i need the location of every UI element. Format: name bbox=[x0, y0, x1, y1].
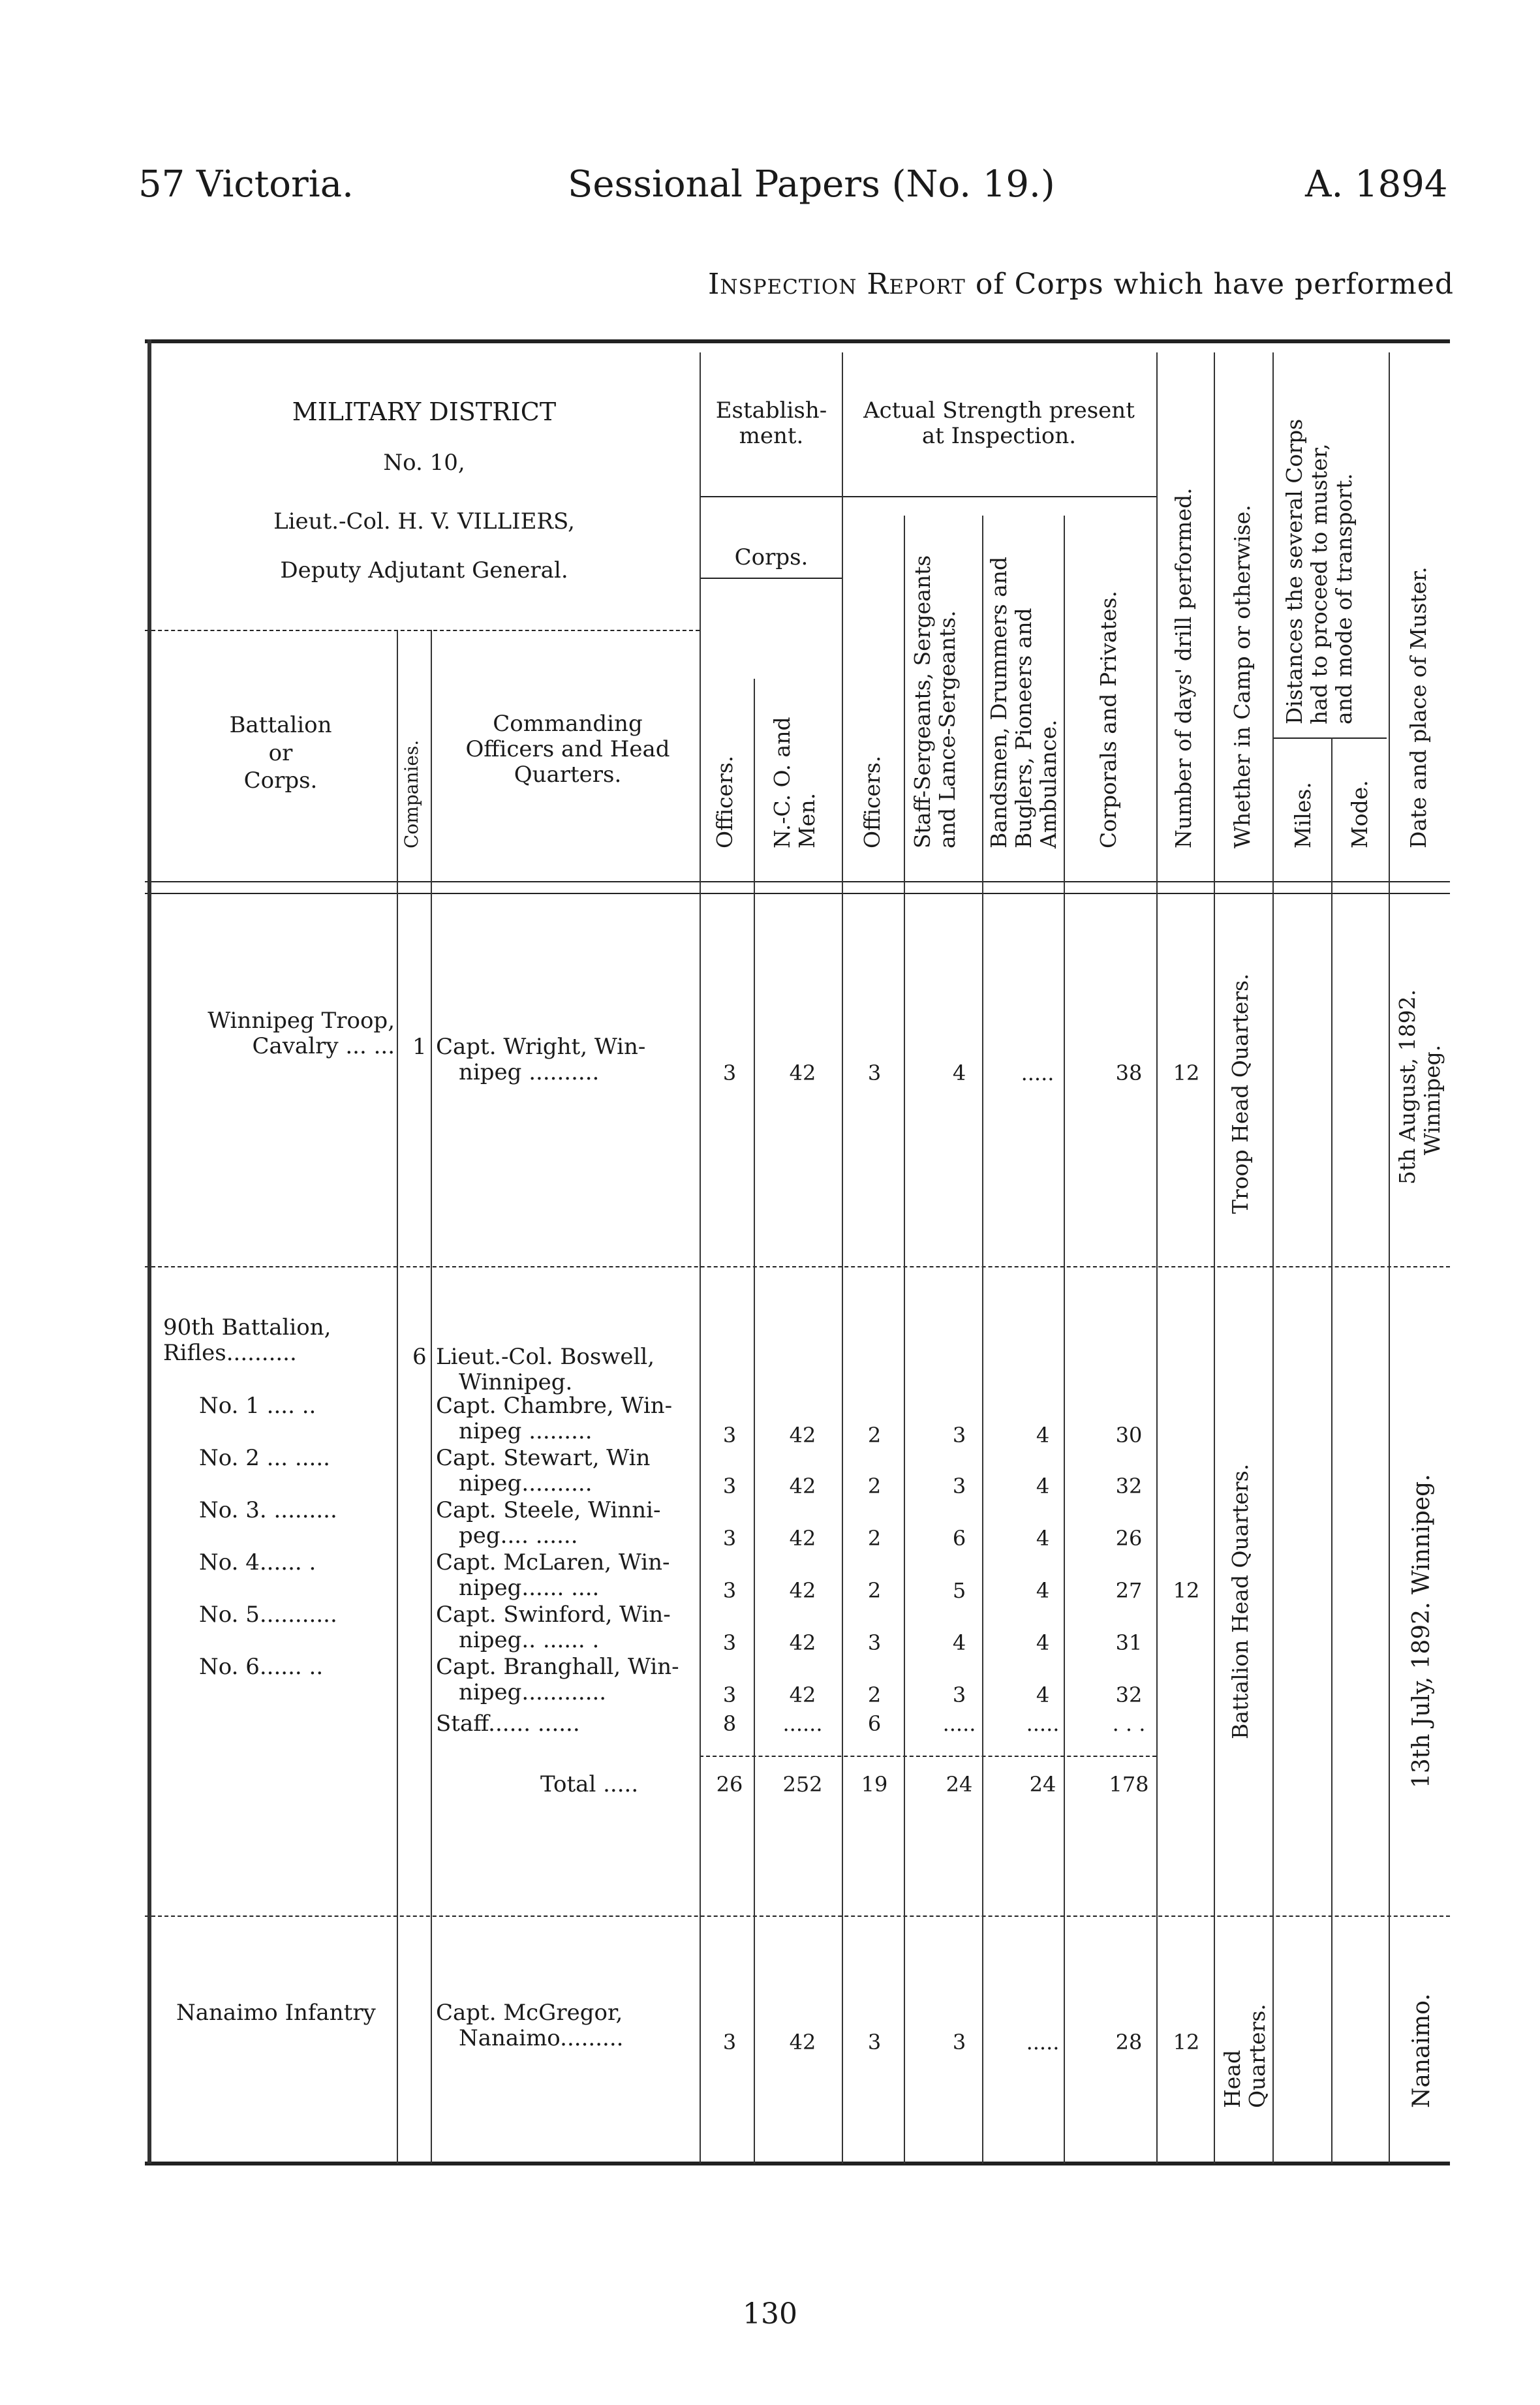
table-top-rule bbox=[145, 339, 1450, 343]
staff-sergeants: 6 bbox=[952, 1526, 966, 1551]
est-nco: 42 bbox=[789, 1526, 816, 1551]
col-sep-est-nco bbox=[842, 352, 843, 2164]
winnipeg-est-officers: 3 bbox=[722, 1061, 737, 1085]
est-nco: 42 bbox=[789, 1630, 816, 1655]
col-staff-header: Staff-Sergeants, Sergeants and Lance-Sergeants. bbox=[910, 555, 960, 848]
col-commanding-header: Commanding Officers and Head Quarters. bbox=[465, 711, 670, 788]
nanaimo-camp: Head Quarters. bbox=[1220, 2004, 1270, 2108]
col-sep-camp bbox=[1272, 352, 1274, 2164]
col-miles-header: Miles. bbox=[1290, 782, 1316, 848]
staff-sergeants: 3 bbox=[952, 1683, 966, 1707]
header-center: Sessional Papers (No. 19.) bbox=[568, 163, 1055, 206]
est-officers: 26 bbox=[716, 1772, 743, 1797]
rifles-camp: Battalion Head Quarters. bbox=[1227, 1463, 1253, 1739]
est-nco: ...... bbox=[782, 1711, 823, 1736]
bandsmen: 24 bbox=[1029, 1772, 1056, 1797]
est-officers: 8 bbox=[722, 1711, 737, 1736]
col-days-header: Number of days' drill performed. bbox=[1171, 488, 1196, 848]
winnipeg-corporals: 38 bbox=[1115, 1061, 1143, 1085]
staff-sergeants: 24 bbox=[946, 1772, 973, 1797]
staff-sergeants: 3 bbox=[952, 1423, 966, 1448]
nanaimo-officers: 3 bbox=[867, 2030, 882, 2055]
district-officer: Lieut.-Col. H. V. VILLIERS, bbox=[273, 508, 575, 535]
col-sep-staff bbox=[982, 516, 983, 2164]
company-commanding: Capt. McLaren, Win- nipeg...... .... bbox=[436, 1549, 670, 1602]
company-label: No. 4...... . bbox=[199, 1549, 316, 1575]
officers: 6 bbox=[867, 1711, 882, 1736]
bandsmen: 4 bbox=[1036, 1474, 1050, 1498]
bandsmen: 4 bbox=[1036, 1526, 1050, 1551]
header-left: 57 Victoria. bbox=[138, 163, 354, 206]
est-nco: 42 bbox=[789, 1474, 816, 1498]
winnipeg-band: ..... bbox=[1021, 1061, 1055, 1085]
company-label: No. 3. ......... bbox=[199, 1497, 337, 1523]
header-right: A. 1894 bbox=[1305, 163, 1448, 206]
officers: 2 bbox=[867, 1526, 882, 1551]
col-sep-days bbox=[1214, 352, 1215, 2164]
page-number: 130 bbox=[743, 2297, 797, 2331]
col-corps-header: Corps. bbox=[734, 544, 808, 570]
staff-label: Staff...... ...... bbox=[436, 1711, 580, 1737]
nanaimo-date: Nanaimo. bbox=[1408, 1993, 1435, 2108]
winnipeg-officers: 3 bbox=[867, 1061, 882, 1085]
col-establishment-header: Establish- ment. bbox=[715, 397, 827, 450]
est-officers: 3 bbox=[722, 1578, 737, 1603]
district-number: No. 10, bbox=[383, 450, 465, 476]
rifles-commanding-head: Lieut.-Col. Boswell, Winnipeg. bbox=[436, 1344, 655, 1396]
col-sep-mode bbox=[1389, 352, 1390, 2164]
bandsmen: 4 bbox=[1036, 1630, 1050, 1655]
district-title: MILITARY DISTRICT bbox=[292, 397, 557, 426]
bandsmen: 4 bbox=[1036, 1423, 1050, 1448]
est-nco: 252 bbox=[782, 1772, 823, 1797]
col-sep-officers bbox=[904, 516, 905, 2164]
report-subtitle: Inspection Report of Corps which have performed bbox=[707, 268, 1454, 301]
total-label: Total ..... bbox=[540, 1771, 639, 1797]
district-divider bbox=[145, 630, 700, 631]
row-divider-2 bbox=[145, 1916, 1450, 1917]
nanaimo-est-officers: 3 bbox=[722, 2030, 737, 2055]
officers: 2 bbox=[867, 1578, 882, 1603]
corporals: . . . bbox=[1112, 1711, 1146, 1736]
winnipeg-est-nco: 42 bbox=[789, 1061, 816, 1085]
company-label: No. 6...... .. bbox=[199, 1654, 324, 1680]
establishment-divider bbox=[700, 496, 1156, 497]
distances-divider bbox=[1272, 737, 1387, 739]
est-nco: 42 bbox=[789, 1578, 816, 1603]
header-bottom-rule-2 bbox=[145, 893, 1450, 894]
col-bandsmen-header: Bandsmen, Drummers and Buglers, Pioneers and Ambulance. bbox=[986, 556, 1061, 848]
company-commanding: Capt. Chambre, Win- nipeg ......... bbox=[436, 1393, 673, 1445]
corporals: 27 bbox=[1115, 1578, 1143, 1603]
col-corporals-header: Corporals and Privates. bbox=[1096, 591, 1121, 848]
corporals: 26 bbox=[1115, 1526, 1143, 1551]
col-mode-header: Mode. bbox=[1347, 780, 1372, 848]
rifles-days: 12 bbox=[1173, 1578, 1200, 1603]
est-officers: 3 bbox=[722, 1423, 737, 1448]
staff-sergeants: 5 bbox=[952, 1578, 966, 1603]
company-commanding: Capt. Steele, Winni- peg.... ...... bbox=[436, 1497, 661, 1549]
bandsmen: ..... bbox=[1026, 1711, 1060, 1736]
col-battalion-header: Battalion or Corps. bbox=[229, 712, 332, 794]
winnipeg-days: 12 bbox=[1173, 1061, 1200, 1085]
nanaimo-band: ..... bbox=[1026, 2030, 1060, 2055]
est-officers: 3 bbox=[722, 1526, 737, 1551]
col-date-header: Date and place of Muster. bbox=[1406, 566, 1431, 848]
staff-sergeants: 3 bbox=[952, 1474, 966, 1498]
rifles-corps-name: 90th Battalion, Rifles.......... bbox=[163, 1314, 331, 1367]
col-actual-header: Actual Strength present at Inspection. bbox=[863, 397, 1135, 450]
company-commanding: Capt. Branghall, Win- nipeg............ bbox=[436, 1654, 679, 1706]
company-commanding: Capt. Swinford, Win- nipeg.. ...... . bbox=[436, 1602, 671, 1654]
officers: 2 bbox=[867, 1683, 882, 1707]
table-bottom-rule bbox=[145, 2162, 1450, 2165]
winnipeg-companies: 1 bbox=[412, 1034, 427, 1060]
winnipeg-commanding: Capt. Wright, Win- nipeg .......... bbox=[436, 1034, 646, 1086]
corps-divider bbox=[700, 578, 843, 579]
col-est-officers-header: Officers. bbox=[712, 755, 737, 848]
rifles-companies: 6 bbox=[412, 1344, 427, 1370]
corporals: 31 bbox=[1115, 1630, 1143, 1655]
table-left-rule bbox=[147, 339, 151, 2164]
nanaimo-est-nco: 42 bbox=[789, 2030, 816, 2055]
officers: 2 bbox=[867, 1423, 882, 1448]
corporals: 30 bbox=[1115, 1423, 1143, 1448]
corporals: 32 bbox=[1115, 1474, 1143, 1498]
district-officer-title: Deputy Adjutant General. bbox=[280, 557, 568, 583]
nanaimo-staff: 3 bbox=[952, 2030, 966, 2055]
col-camp-header: Whether in Camp or otherwise. bbox=[1229, 504, 1255, 848]
bandsmen: 4 bbox=[1036, 1578, 1050, 1603]
officers: 2 bbox=[867, 1474, 882, 1498]
total-rule bbox=[700, 1756, 1156, 1757]
est-officers: 3 bbox=[722, 1630, 737, 1655]
est-officers: 3 bbox=[722, 1474, 737, 1498]
row-divider-1 bbox=[145, 1266, 1450, 1267]
col-sep-est-officers bbox=[754, 679, 755, 2164]
est-nco: 42 bbox=[789, 1683, 816, 1707]
bandsmen: 4 bbox=[1036, 1683, 1050, 1707]
winnipeg-camp: Troop Head Quarters. bbox=[1227, 973, 1253, 1214]
col-distances-header: Distances the several Corps had to proceed to muster, and mode of transport. bbox=[1282, 418, 1357, 724]
winnipeg-corps-name: Winnipeg Troop, Cavalry ... ... bbox=[208, 1008, 395, 1060]
officers: 19 bbox=[861, 1772, 888, 1797]
corporals: 178 bbox=[1109, 1772, 1149, 1797]
nanaimo-corps-name: Nanaimo Infantry bbox=[176, 2000, 376, 2026]
col-officers-header: Officers. bbox=[859, 755, 885, 848]
header-bottom-rule bbox=[145, 881, 1450, 882]
col-sep-battalion bbox=[397, 630, 398, 2164]
col-sep-companies bbox=[431, 630, 432, 2164]
col-sep-miles bbox=[1331, 737, 1332, 2164]
winnipeg-date: 5th August, 1892. Winnipeg. bbox=[1394, 989, 1445, 1185]
winnipeg-staff: 4 bbox=[952, 1061, 966, 1085]
company-label: No. 1 .... .. bbox=[199, 1393, 316, 1419]
staff-sergeants: 4 bbox=[952, 1630, 966, 1655]
corporals: 32 bbox=[1115, 1683, 1143, 1707]
company-label: No. 2 ... ..... bbox=[199, 1445, 330, 1471]
col-companies-header: Companies. bbox=[401, 739, 422, 848]
nanaimo-days: 12 bbox=[1173, 2030, 1200, 2055]
col-sep-corporals bbox=[1156, 352, 1158, 2164]
rifles-date: 13th July, 1892. Winnipeg. bbox=[1408, 1474, 1435, 1788]
company-label: No. 5........... bbox=[199, 1602, 337, 1628]
staff-sergeants: ..... bbox=[942, 1711, 976, 1736]
nanaimo-commanding: Capt. McGregor, Nanaimo......... bbox=[436, 2000, 624, 2052]
est-officers: 3 bbox=[722, 1683, 737, 1707]
col-sep-band bbox=[1064, 516, 1065, 2164]
col-sep-commanding bbox=[700, 352, 701, 2164]
est-nco: 42 bbox=[789, 1423, 816, 1448]
officers: 3 bbox=[867, 1630, 882, 1655]
nanaimo-corporals: 28 bbox=[1115, 2030, 1143, 2055]
company-commanding: Capt. Stewart, Win nipeg.......... bbox=[436, 1445, 651, 1497]
col-est-nco-header: N.-C. O. and Men. bbox=[769, 717, 820, 848]
